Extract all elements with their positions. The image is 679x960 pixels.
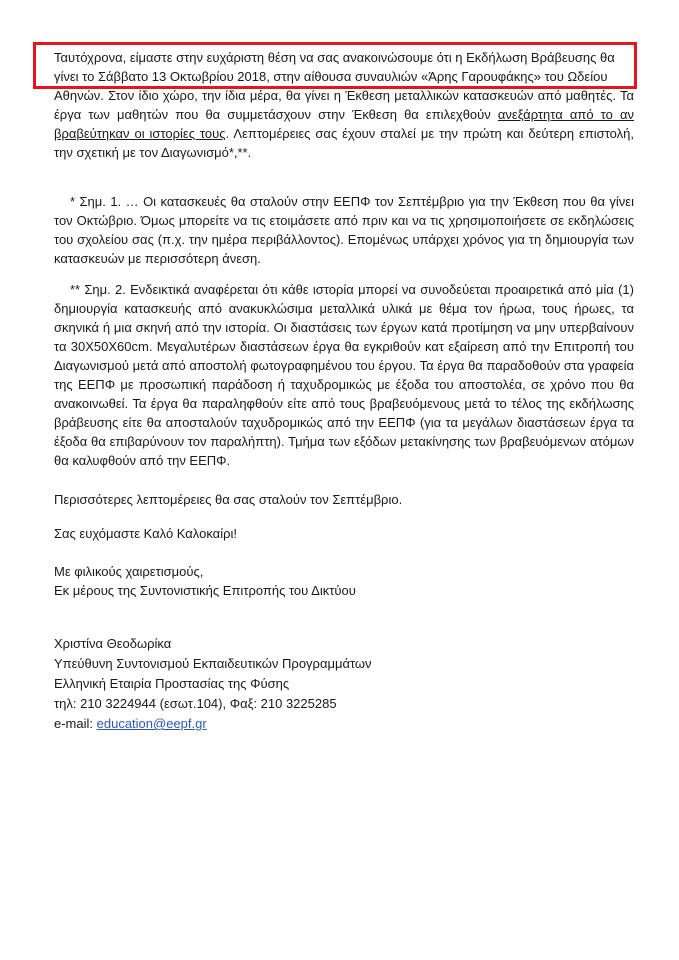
signature-org: Ελληνική Εταιρία Προστασίας της Φύσης bbox=[54, 676, 290, 691]
signature-role: Υπεύθυνη Συντονισμού Εκπαιδευτικών Προγραμμάτων bbox=[54, 656, 372, 671]
signature-phone: τηλ: 210 3224944 (εσωτ.104), Φαξ: 210 3225285 bbox=[54, 696, 337, 711]
wishes: Σας ευχόμαστε Καλό Καλοκαίρι! bbox=[54, 526, 237, 541]
announcement-underlined: ανεξάρτητα από το αν βραβεύτηκαν οι ιστορίες τους bbox=[54, 107, 634, 141]
closing-committee: Εκ μέρους της Συντονιστικής Επιτροπής του Δικτύου bbox=[54, 583, 356, 598]
note-2-text: Σημ. 2. Ενδεικτικά αναφέρεται ότι κάθε ιστορία μπορεί να συνοδεύεται προαιρετικά από μία (1) δημιουργία κατασκευής από ανακυκλώσιμα μεταλλικά υλικά με θέμα τον ήρωα, τους ήρωες, τα σκηνικά ή μια σκηνή από την ιστορία. Οι διαστάσεις των έργων κατά προτίμηση να μην υπερβαίνουν τα 30X50X60cm. Μεγαλυτέρων διαστάσεων έργα θα εγκριθούν κατ εξαίρεση από την Επιτροπή του Διαγωνισμού μετά από αποστολή φωτογραφημένου του έργου. Τα έργα θα παραδοθούν στα γραφεία της ΕΕΠΦ με προσωπική παράδοση ή ταχυδρομικώς με έξοδα του αποστολέα, σε χρόνο που θα ανακοινωθεί. Τα έργα θα παραληφθούν είτε από τους βραβευόμενους μετά το τέλος της εκδήλωσης βράβευσης είτε θα αποσταλούν ταχυδρομικώς από την ΕΕΠΦ (για τα μεγάλων διαστάσεων έργα τα έξοδα θα επιβαρύνουν τον παραλήπτη). Τμήμα των εξόδων μετακίνησης των βραβευόμενων ατόμων θα καλυφθούν από την ΕΕΠΦ. bbox=[54, 282, 634, 468]
announcement-end: . Λεπτομέρειες σας έχουν σταλεί με την πρώτη και δεύτερη επιστολή, την σχετική με τον Διαγωνισμό*,**. bbox=[54, 126, 634, 160]
more-details: Περισσότερες λεπτομέρειες θα σας σταλούν τον Σεπτέμβριο. bbox=[54, 492, 403, 507]
closing bbox=[54, 562, 634, 600]
note-2 bbox=[54, 280, 634, 470]
note-1-marker: * bbox=[70, 194, 76, 209]
announcement-line-2: γίνει το Σάββατο 13 Οκτωβρίου 2018, στην αίθουσα συναυλιών «Άρης Γαρουφάκης» του Ωδείου bbox=[54, 69, 608, 84]
signature-block bbox=[54, 634, 634, 734]
note-2-marker: ** bbox=[70, 282, 81, 297]
signature-email-row bbox=[54, 714, 634, 734]
announcement-rest: Αθηνών. Στον ίδιο χώρο, την ίδια μέρα, θα γίνει η Έκθεση μεταλλικών κατασκευών από μαθητές. Τα έργα των μαθητών που θα συμμετάσχουν στην Έκθεση θα επιλεχθούν bbox=[54, 88, 634, 122]
email-label: e-mail: bbox=[54, 716, 94, 731]
signature-name: Χριστίνα Θεοδωρίκα bbox=[54, 636, 172, 651]
email-link[interactable]: education@eepf.gr bbox=[96, 716, 207, 731]
announcement-line-1: Ταυτόχρονα, είμαστε στην ευχάριστη θέση να σας ανακοινώσουμε ότι η Εκδήλωση Βράβευσης θα bbox=[54, 50, 615, 65]
closing-greeting: Με φιλικούς χαιρετισμούς, bbox=[54, 564, 204, 579]
note-1 bbox=[54, 192, 634, 268]
note-1-text: Σημ. 1. … Οι κατασκευές θα σταλούν στην ΕΕΠΦ τον Σεπτέμβριο για την Έκθεση που θα γίνει τον Οκτώβριο. Όμως μπορείτε να τις ετοιμάσετε από πριν και να τις χρησιμοποιήσετε σε εκδηλώσεις του σχολείου σας (π.χ. την ημέρα περιβάλλοντος). Επομένως υπάρχει χρόνος για τη δημιουργία των κατασκευών με περισσότερη άνεση. bbox=[54, 194, 634, 266]
paragraph-announcement bbox=[54, 48, 634, 162]
